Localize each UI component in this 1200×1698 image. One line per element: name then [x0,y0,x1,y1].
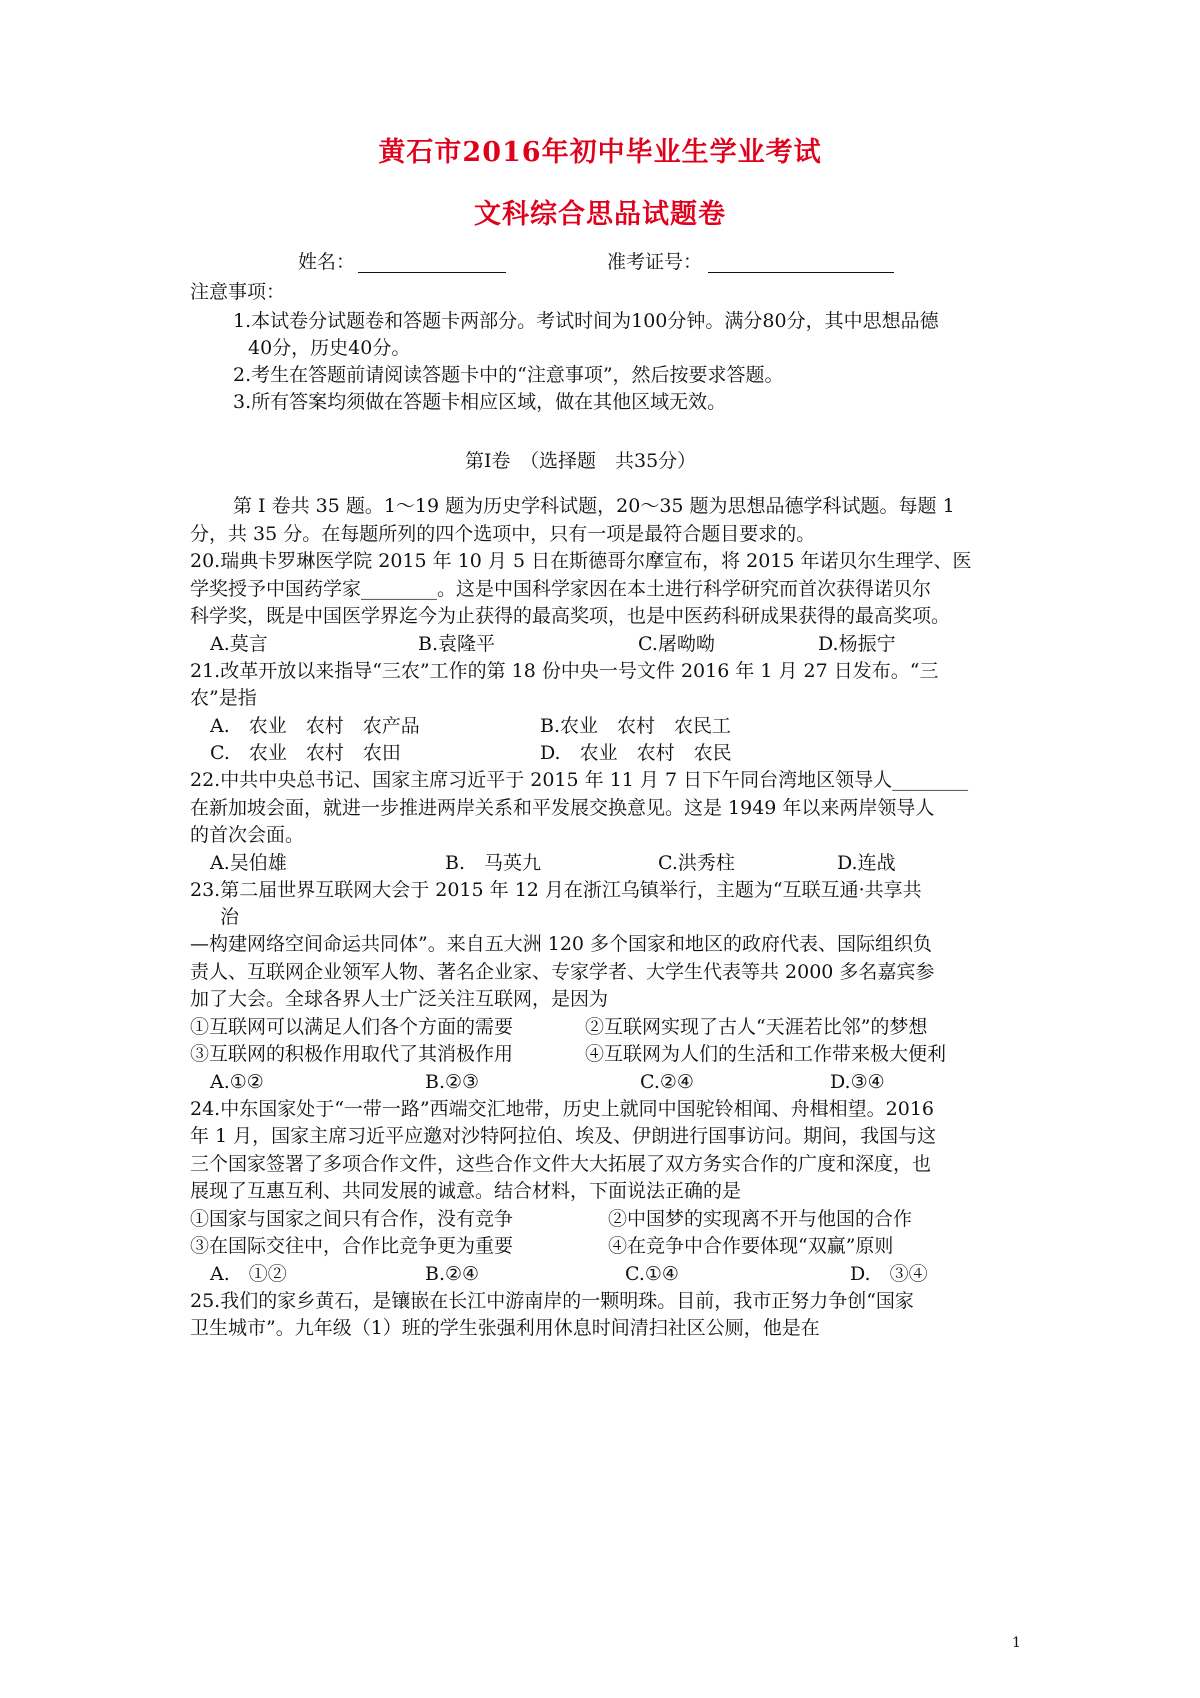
question-24-text: 展现了互惠互利、共同发展的诚意。结合材料，下面说法正确的是 [190,1180,742,1202]
notes-heading: 注意事项： [190,281,286,303]
exam-title: 黄石市2016年初中毕业生学业考试 [378,137,822,168]
name-label: 姓名： [298,251,356,273]
option-b: B.②④ [425,1263,480,1285]
question-24-text: 三个国家签署了多项合作文件，这些合作文件大大拓展了双方务实合作的广度和深度，也 [190,1153,932,1175]
question-24-text: 年 1 月，国家主席习近平应邀对沙特阿拉伯、埃及、伊朗进行国事访问。期间，我国与这 [190,1125,937,1147]
statement-4: ④在竞争中合作要体现“双赢”原则 [608,1235,894,1257]
option-a: A.吴伯雄 [210,852,287,874]
question-20-text: 科学奖，既是中国医学界迄今为止获得的最高奖项，也是中医药科研成果获得的最高奖项。 [190,605,951,627]
question-25-text: 卫生城市”。九年级（1）班的学生张强利用休息时间清扫社区公厕，他是在 [190,1317,820,1339]
option-a: A.莫言 [210,633,268,655]
note-item: 3.所有答案均须做在答题卡相应区域，做在其他区域无效。 [233,391,727,413]
statement-3: ③在国际交往中，合作比竞争更为重要 [190,1235,514,1257]
statement-2: ②互联网实现了古人“天涯若比邻”的梦想 [585,1016,928,1038]
question-24-text: 24.中东国家处于“一带一路”西端交汇地带，历史上就同中国驼铃相闻、舟楫相望。2016 [190,1098,934,1120]
question-23-text: 23.第二届世界互联网大会于 2015 年 12 月在浙江乌镇举行，主题为“互联互通·共享共 [190,879,922,901]
question-22-text: 的首次会面。 [190,824,305,846]
option-d: D.连战 [837,852,896,874]
option-b: B.袁隆平 [418,633,496,655]
note-item: 2.考生在答题前请阅读答题卡中的“注意事项”，然后按要求答题。 [233,364,784,386]
page-number: 1 [1012,1635,1021,1651]
exam-no-blank[interactable] [708,254,894,273]
option-c: C.①④ [625,1263,679,1285]
question-22-text: 22.中共中央总书记、国家主席习近平于 2015 年 11 月 7 日下午同台湾地区领导人________ [190,769,969,791]
note-item-continued: 40分，历史40分。 [248,337,411,359]
option-a: A. ①② [210,1263,287,1285]
question-25-text: 25.我们的家乡黄石，是镶嵌在长江中游南岸的一颗明珠。目前，我市正努力争创“国家 [190,1290,914,1312]
statement-1: ①国家与国家之间只有合作，没有竞争 [190,1208,514,1230]
option-d: D.③④ [830,1071,885,1093]
section-heading: 第Ⅰ卷 （选择题 共35分） [465,450,697,472]
option-d: D.杨振宁 [818,633,896,655]
question-23-text: 加了大会。全球各界人士广泛关注互联网，是因为 [190,988,609,1010]
question-23-text: 治 [220,906,240,928]
question-23-text: —构建网络空间命运共同体”。来自五大洲 120 多个国家和地区的政府代表、国际组织负 [190,933,933,955]
option-a: A. 农业 农村 农产品 [210,715,420,737]
statement-4: ④互联网为人们的生活和工作带来极大便利 [585,1043,947,1065]
question-21-text: 21.改革开放以来指导“三农”工作的第 18 份中央一号文件 2016 年 1 月 27 日发布。“三 [190,660,939,682]
question-20-text: 学奖授予中国药学家________。这是中国科学家因在本土进行科学研究而首次获得诺贝尔 [190,578,932,600]
exam-no-label: 准考证号： [607,251,703,273]
section-intro: 第 I 卷共 35 题。1～19 题为历史学科试题，20～35 题为思想品德学科试题。每题 1 [233,495,955,517]
statement-2: ②中国梦的实现离不开与他国的合作 [608,1208,913,1230]
question-21-text: 农”是指 [190,687,257,709]
option-a: A.①② [210,1071,264,1093]
option-b: B. 马英九 [445,852,542,874]
option-b: B.农业 农村 农民工 [540,715,732,737]
option-c: C.②④ [640,1071,694,1093]
note-item: 1.本试卷分试题卷和答题卡两部分。考试时间为100分钟。满分80分，其中思想品德 [233,310,939,332]
option-c: C.洪秀柱 [658,852,735,874]
name-blank[interactable] [358,254,506,273]
statement-3: ③互联网的积极作用取代了其消极作用 [190,1043,514,1065]
option-b: B.②③ [425,1071,480,1093]
section-intro: 分，共 35 分。在每题所列的四个选项中，只有一项是最符合题目要求的。 [190,523,816,545]
statement-1: ①互联网可以满足人们各个方面的需要 [190,1016,514,1038]
question-22-text: 在新加坡会面，就进一步推进两岸关系和平发展交换意见。这是 1949 年以来两岸领导人 [190,797,935,819]
option-c: C. 农业 农村 农田 [210,742,401,764]
option-d: D. ③④ [850,1263,928,1285]
option-d: D. 农业 农村 农民 [540,742,732,764]
option-c: C.屠呦呦 [638,633,715,655]
question-20-text: 20.瑞典卡罗琳医学院 2015 年 10 月 5 日在斯德哥尔摩宣布，将 2015 年诺贝尔生理学、医 [190,550,972,572]
question-23-text: 责人、互联网企业领军人物、著名企业家、专家学者、大学生代表等共 2000 多名嘉宾参 [190,961,935,983]
exam-subtitle: 文科综合思品试题卷 [474,199,726,230]
